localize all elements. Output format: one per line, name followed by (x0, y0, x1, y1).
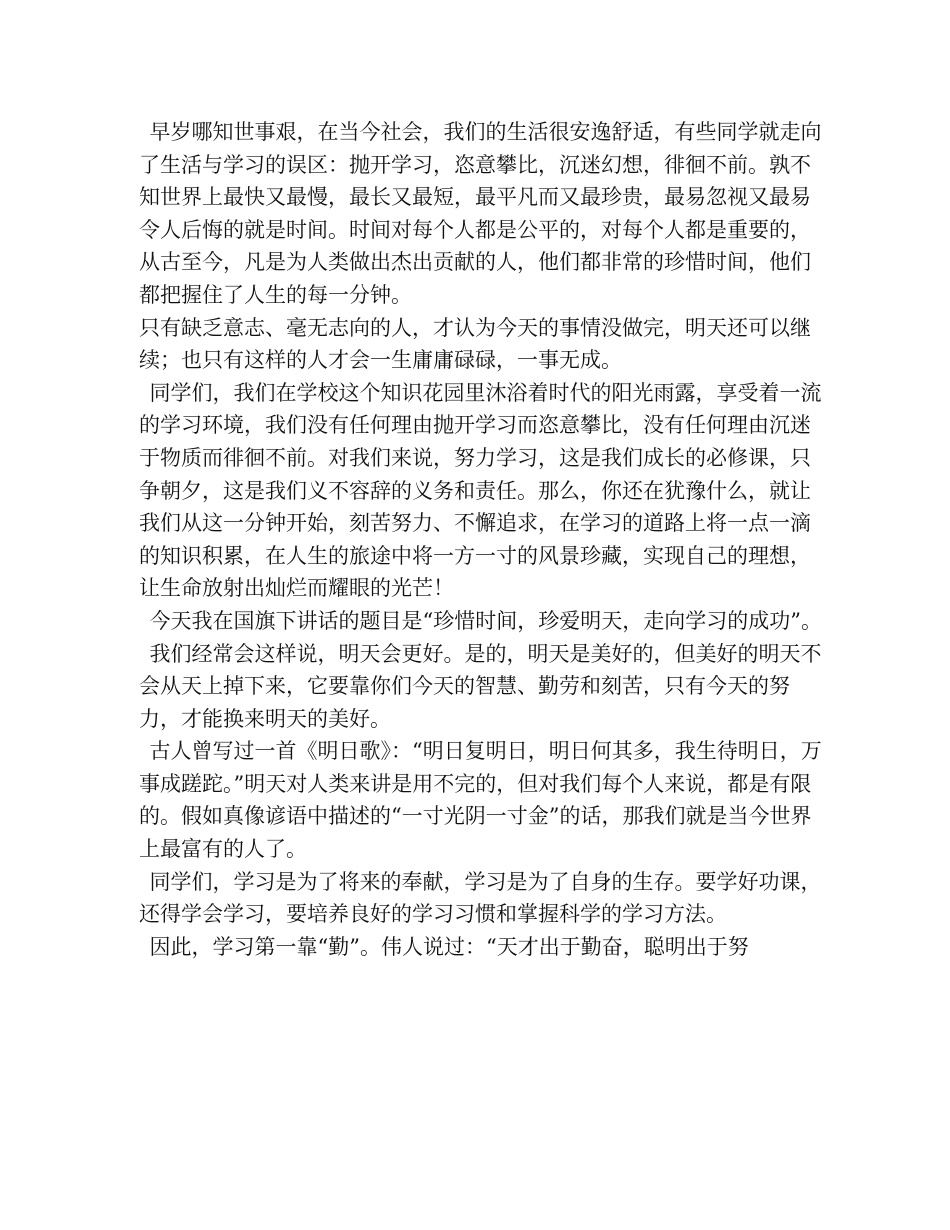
paragraph-4: 今天我在国旗下讲话的题目是“珍惜时间，珍爱明天，走向学习的成功”。 (139, 608, 822, 633)
paragraph-5: 我们经常会这样说，明天会更好。是的，明天是美好的，但美好的明天不会从天上掉下来，它要靠你们今天的智慧、勤劳和刻苦，只有今天的努力，才能换来明天的美好。 (139, 641, 822, 731)
document-body (139, 116, 829, 963)
paragraph-8: 因此，学习第一靠“勤”。伟人说过：“天才出于勤奋，聪明出于努 (139, 934, 749, 959)
paragraph-6: 古人曾写过一首《明日歌》：“明日复明日，明日何其多，我生待明日，万事成蹉跎。”明天对人类来讲是用不完的，但对我们每个人来说，都是有限的。假如真像谚语中描述的“一寸光阴一寸金”的话，那我们就是当今世界上最富有的人了。 (139, 739, 822, 862)
paragraph-3: 同学们，我们在学校这个知识花园里沐浴着时代的阳光雨露，享受着一流的学习环境，我们没有任何理由抛开学习而恣意攀比，没有任何理由沉迷于物质而徘徊不前。对我们来说，努力学习，这是我们成长的必修课，只争朝夕，这是我们义不容辞的义务和责任。那么，你还在犹豫什么，就让我们从这一分钟开始，刻苦努力、不懈追求，在学习的道路上将一点一滴的知识积累，在人生的旅途中将一方一寸的风景珍藏，实现自己的理想，让生命放射出灿烂而耀眼的光芒！ (139, 380, 822, 601)
paragraph-2: 只有缺乏意志、毫无志向的人，才认为今天的事情没做完，明天还可以继续；也只有这样的人才会一生庸庸碌碌，一事无成。 (139, 315, 811, 373)
paragraph-1: 早岁哪知世事艰，在当今社会，我们的生活很安逸舒适，有些同学就走向了生活与学习的误区：抛开学习，恣意攀比，沉迷幻想，徘徊不前。孰不知世界上最快又最慢，最长又最短，最平凡而又最珍贵，最易忽视又最易令人后悔的就是时间。时间对每个人都是公平的，对每个人都是重要的，从古至今，凡是为人类做出杰出贡献的人，他们都非常的珍惜时间，他们都把握住了人生的每一分钟。 (139, 120, 822, 307)
paragraph-7: 同学们，学习是为了将来的奉献，学习是为了自身的生存。要学好功课，还得学会学习，要培养良好的学习习惯和掌握科学的学习方法。 (139, 869, 822, 927)
